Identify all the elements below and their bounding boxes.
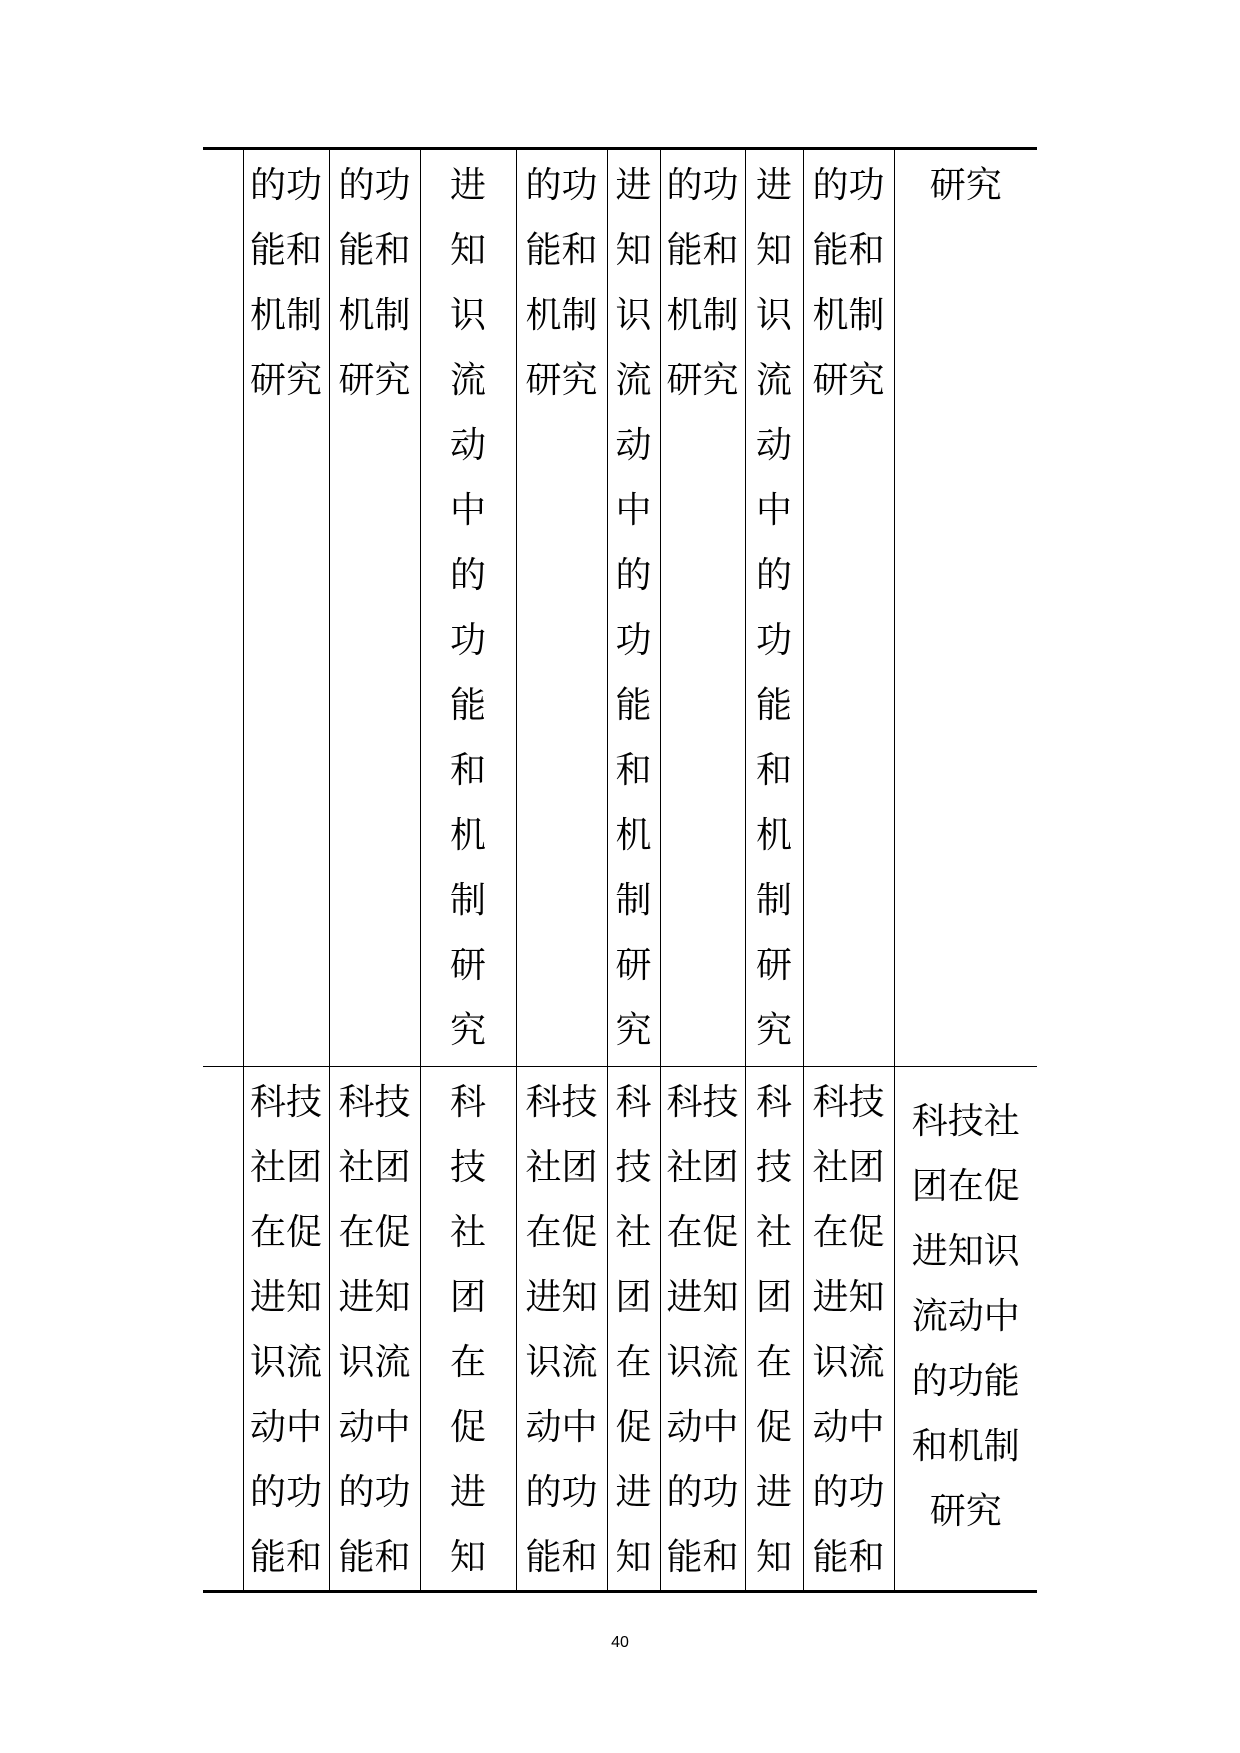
table-cell: 进知识流动中的功能和机制研究 <box>420 149 516 1067</box>
table-cell: 科技社团在促进知识流动中的功能和 <box>660 1067 745 1592</box>
table-cell: 科技社团在促进知 <box>420 1067 516 1592</box>
table-cell: 进知识流动中的功能和机制研究 <box>745 149 803 1067</box>
content-table <box>203 147 1037 1593</box>
table-cell: 科技社团在促进知 <box>745 1067 803 1592</box>
table-cell: 进知识流动中的功能和机制研究 <box>607 149 660 1067</box>
table-cell: 的功能和机制研究 <box>243 149 329 1067</box>
table-cell: 的功能和机制研究 <box>660 149 745 1067</box>
table-row <box>203 149 1037 1067</box>
table-cell: 的功能和机制研究 <box>516 149 607 1067</box>
table-cell: 科技社团在促进知识流动中的功能和 <box>329 1067 420 1592</box>
table-cell-label <box>203 149 243 1067</box>
table-cell-label <box>203 1067 243 1592</box>
table-cell: 的功能和机制研究 <box>329 149 420 1067</box>
table-cell: 科技社团在促进知识流动中的功能和 <box>516 1067 607 1592</box>
page-number: 40 <box>611 1634 629 1651</box>
table-cell: 科技社团在促进知 <box>607 1067 660 1592</box>
table-cell: 科技社团在促进知识流动中的功能和 <box>243 1067 329 1592</box>
table-row <box>203 1067 1037 1592</box>
table-cell: 科技社团在促进知识流动中的功能和机制研究 <box>894 1067 1037 1592</box>
table-cell: 研究 <box>894 149 1037 1067</box>
table-cell: 科技社团在促进知识流动中的功能和 <box>803 1067 894 1592</box>
table-cell: 的功能和机制研究 <box>803 149 894 1067</box>
